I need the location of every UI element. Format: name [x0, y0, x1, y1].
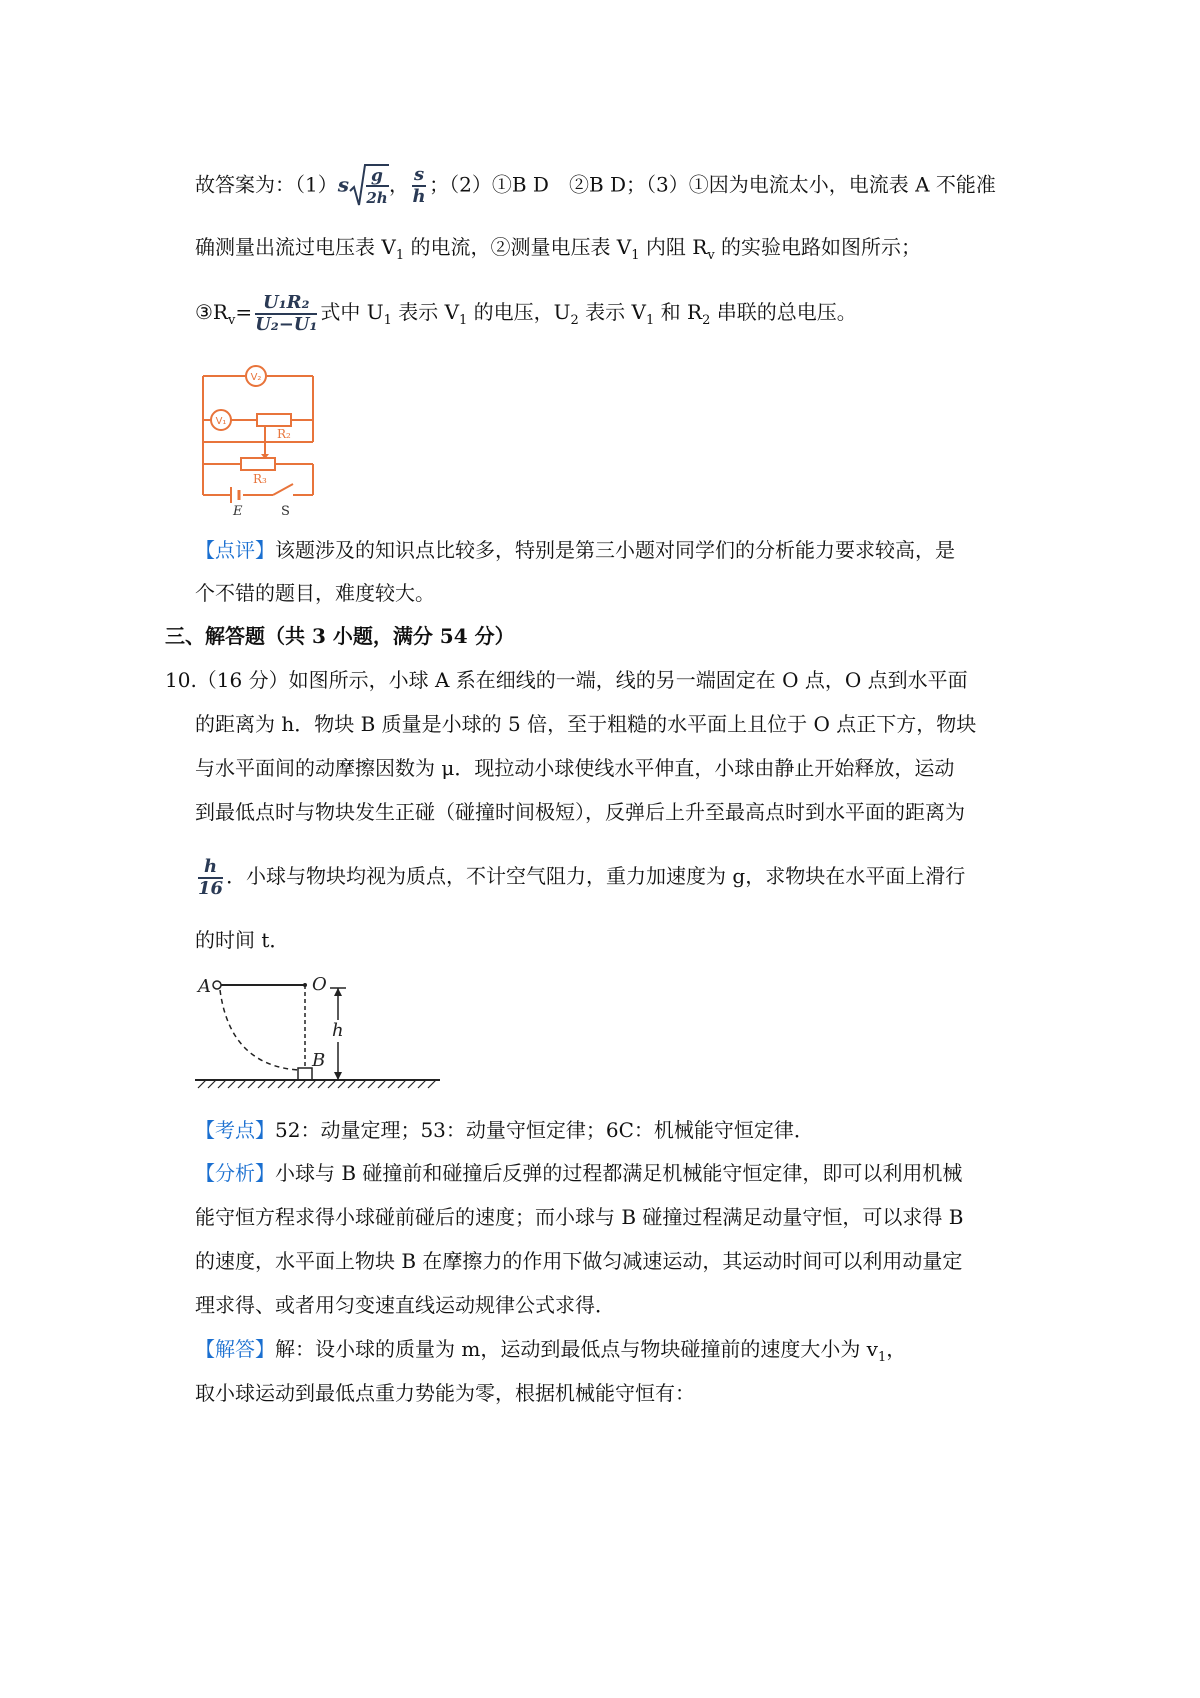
label-h: h [332, 1020, 344, 1041]
ball-a-icon [213, 981, 221, 989]
frac-num: s [414, 164, 425, 185]
frac-den: U₂−U₁ [255, 313, 318, 335]
comment-line-2 [195, 578, 435, 608]
label-a: A [198, 976, 211, 997]
sub: 1 [631, 248, 640, 263]
text: ③R [195, 300, 228, 324]
frac-num: U₁R₂ [255, 293, 317, 315]
s-label: S [281, 504, 290, 519]
frac-den: 16 [198, 877, 224, 899]
fraction-s-over-h [412, 165, 426, 207]
text: ．小球与物块均视为质点，不计空气阻力，重力加速度为 g，求物块在水平面上滑行 [226, 864, 966, 888]
sub: 1 [459, 313, 468, 328]
fenxi-line-2: 能守恒方程求得小球碰前碰后的速度；而小球与 B 碰撞过程满足动量守恒，可以求得 B [195, 1205, 964, 1229]
frac-den: h [412, 186, 426, 207]
sub: 1 [395, 248, 405, 263]
frac-num: h [198, 857, 223, 879]
jieda-tag: 【解答】 [195, 1337, 275, 1361]
sub: 1 [877, 1350, 887, 1365]
e-label: E [233, 504, 243, 519]
fenxi-tag: 【分析】 [195, 1161, 275, 1185]
sqrt-numerator: g [371, 166, 383, 186]
answer-line-2 [195, 232, 921, 271]
fenxi-line-1 [195, 1158, 962, 1188]
q10-line-1: 10.（16 分）如图所示，小球 A 系在细线的一端，线的另一端固定在 O 点，O 点到水平面 [165, 668, 968, 692]
text: 和 R [654, 300, 703, 324]
comment-line-1 [195, 535, 955, 565]
separator: ， [389, 172, 409, 197]
kaodian-tag: 【考点】 [195, 1118, 275, 1142]
label-b: B [312, 1050, 326, 1071]
sub: 1 [646, 313, 655, 328]
label-o: O [312, 974, 327, 995]
text: 确测量出流过电压表 V [195, 235, 396, 259]
fenxi-line-3: 的速度，水平面上物块 B 在摩擦力的作用下做匀减速运动，其运动时间可以利用动量定 [195, 1249, 963, 1273]
fenxi-text: 小球与 B 碰撞前和碰撞后反弹的过程都满足机械能守恒定律，即可以利用机械 [275, 1161, 963, 1185]
sqrt-expression [349, 163, 389, 209]
sqrt-denominator: 2h [366, 189, 388, 207]
sub: v [228, 313, 236, 328]
text: 的实验电路如图所示； [714, 235, 922, 259]
kaodian-text: 52：动量定理；53：动量守恒定律；6C：机械能守恒定律． [275, 1118, 814, 1142]
jieda-text: 解：设小球的质量为 m，运动到最低点与物块碰撞前的速度大小为 v [275, 1337, 878, 1361]
sub: 1 [383, 313, 392, 328]
text: 表示 V [391, 300, 460, 324]
q10-line-3: 与水平面间的动摩擦因数为 μ．现拉动小球使线水平伸直，小球由静止开始释放，运动 [195, 756, 955, 780]
r2-label: R₂ [277, 427, 291, 441]
text: 的电压，U [467, 300, 571, 324]
pendulum-figure [190, 970, 450, 1100]
answer-line-1 [195, 163, 996, 207]
answer-part2: ；（2）①B D ②B D；（3）①因为电流太小，电流表 A 不能准 [429, 172, 996, 197]
section-heading: 三、解答题（共 3 小题，满分 54 分） [165, 624, 515, 648]
text: 表示 V [578, 300, 646, 324]
rv-fraction [255, 293, 317, 335]
block-b-icon [298, 1068, 312, 1080]
s-symbol: s [337, 172, 349, 197]
sub: v [707, 248, 715, 263]
q10-line-5 [195, 852, 965, 900]
answer-line-3 [195, 290, 857, 334]
text: ， [886, 1337, 907, 1361]
v2-label: V₂ [250, 372, 262, 383]
comment-text: 个不错的题目，难度较大。 [195, 581, 435, 605]
equals: = [235, 300, 253, 324]
text: 的电流，②测量电压表 V [404, 235, 632, 259]
comment-text: 该题涉及的知识点比较多，特别是第三小题对同学们的分析能力要求较高，是 [275, 538, 955, 562]
text: 串联的总电压。 [710, 300, 857, 324]
h-over-16-fraction [198, 857, 223, 899]
q10-line-4: 到最低点时与物块发生正碰（碰撞时间极短），反弹后上升至最高点时到水平面的距离为 [195, 800, 965, 824]
q10-line-6: 的时间 t． [195, 928, 290, 952]
text: 式中 U [320, 300, 384, 324]
r3-label: R₃ [253, 472, 267, 486]
v1-label: V₁ [215, 416, 227, 427]
text: 内阻 R [639, 235, 708, 259]
jieda-line-2: 取小球运动到最低点重力势能为零，根据机械能守恒有： [195, 1381, 695, 1405]
answer-prefix: 故答案为：（1） [195, 172, 338, 197]
comment-tag: 【点评】 [195, 538, 275, 562]
q10-line-2: 的距离为 h．物块 B 质量是小球的 5 倍，至于粗糙的水平面上且位于 O 点正下方，物块 [195, 712, 977, 736]
sub: 2 [570, 313, 579, 328]
circuit-diagram [195, 360, 325, 520]
kaodian-line [195, 1115, 814, 1145]
jieda-line-1 [195, 1334, 906, 1373]
fenxi-line-4: 理求得、或者用匀变速直线运动规律公式求得． [195, 1293, 615, 1317]
sub: 2 [702, 313, 711, 328]
